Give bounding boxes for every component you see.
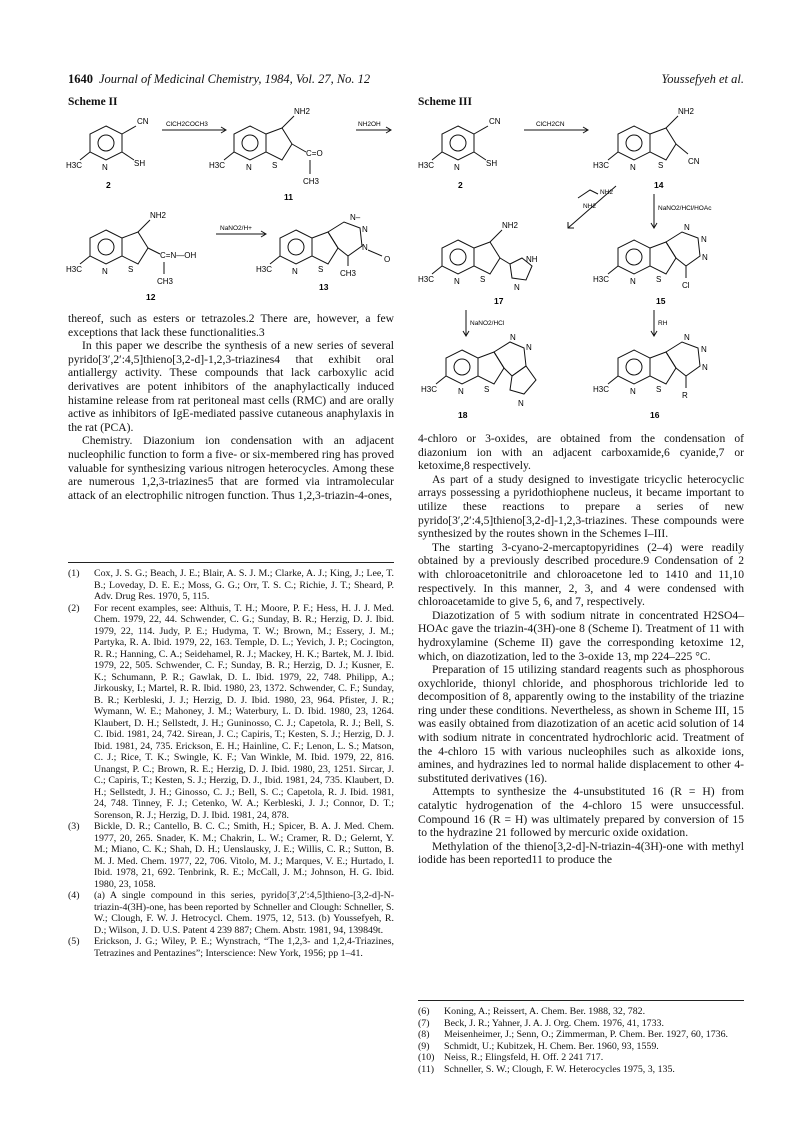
atom-h3c: H3C	[421, 385, 438, 394]
pyridine-ring-18	[446, 350, 478, 384]
reagent-label: ClCH2COCH3	[166, 121, 208, 128]
footnote-item	[68, 890, 394, 936]
bond	[282, 116, 294, 128]
atom-s: S	[480, 275, 486, 284]
aromatic-circle	[450, 135, 466, 151]
compound-number: 12	[146, 292, 156, 302]
paragraph: Methylation of the thieno[3,2-d]-N-triazin-4(3H)-one with methyl iodide has been reported11 to produce the	[418, 839, 744, 867]
footnote-item	[68, 603, 394, 822]
atom-n: N	[362, 225, 368, 234]
atom-s: S	[318, 265, 324, 274]
atom-ch3: CH3	[157, 277, 174, 286]
bond	[292, 144, 306, 152]
pyridine-ring-13	[280, 230, 312, 264]
imidazoline-ring-18	[510, 366, 536, 394]
reagent-label: ClCH2CN	[536, 121, 565, 128]
bond	[80, 152, 90, 160]
atom-h3c: H3C	[66, 161, 83, 170]
triazine-ring-15	[666, 232, 700, 266]
atom-n: N	[102, 163, 108, 172]
journal-line	[68, 72, 370, 87]
footnote-divider	[68, 562, 394, 563]
atom-cn: CN	[688, 157, 700, 166]
pyridine-ring-16	[618, 350, 650, 384]
triazine-ring-13	[328, 222, 362, 256]
footnote-divider	[418, 1000, 744, 1001]
scheme-iii-diagram	[418, 104, 748, 420]
thiophene-ring-14	[650, 128, 676, 160]
atom-n: N	[702, 363, 708, 372]
footnote-text: Cox, J. S. G.; Beach, J. E.; Blair, A. S. J. M.; Clarke, A. J.; King, J.; Lee, T. B.; Loveday, D. E. E.; Moss, G. G.; Orr, T. S. C.; Richie, J. T.; Sheard, P. Adv. Drug Res. 1970, 5, 115.	[94, 568, 394, 602]
journal-citation: Journal of Medicinal Chemistry, 1984, Vol. 27, No. 12	[99, 72, 371, 86]
aromatic-circle	[98, 135, 114, 151]
atom-h3c: H3C	[209, 161, 226, 170]
thiophene-ring-15	[650, 242, 676, 274]
thiophene-ring-12	[122, 232, 148, 264]
atom-n: N	[454, 163, 460, 172]
footnote-number: (4)	[68, 890, 80, 901]
paragraph: The starting 3-cyano-2-mercaptopyridines (2–4) were readily obtained by a previously described procedure.9 Condensation of 2 with chloroacetonitrile and chloroacetone led to 1410 and 11,10 respectively. In this manner, 2, 3, and 4 were condensed with chloroacetamide to give 5, 6, and 7, respectively.	[418, 540, 744, 609]
bond	[122, 126, 136, 134]
atom-n: N	[630, 387, 636, 396]
pyridine-ring-12	[90, 230, 122, 264]
atom-ch3: CH3	[340, 269, 357, 278]
atom-n: N	[514, 283, 520, 292]
atom-n: N	[518, 399, 524, 408]
atom-s: S	[484, 385, 490, 394]
aromatic-circle	[626, 359, 642, 375]
atom-n: N	[362, 243, 368, 252]
atom-cn: CN	[489, 117, 501, 126]
atom-n: N	[684, 223, 690, 232]
atom-r: R	[682, 391, 688, 400]
bond	[432, 266, 442, 274]
thiophene-ring-11	[266, 128, 292, 160]
footnote-item	[68, 821, 394, 890]
footnote-item	[418, 1064, 744, 1076]
footnote-text: For recent examples, see: Althuis, T. H.; Moore, P. F.; Hess, H. J. J. Med. Chem. 1979, 22, 44. Schwender, C. G.; Sunday, B. R.; Herzig, D. J. Ibid. 1979, 22, 114. Judy, P. E.; Hudyma, T. W.; Brown, M.; Essery, J. M.; Partyka, R. A. Ibid. 1979, 22, 163. Temple, D. L.; Yevich, J. P.; Cocington, R. R.; Hanning, C. A.; Seidehamel, R. J.; Mackey, H. K.; Bartek, M. J. Ibid. 1979, 22, 505. Schwender, C. F.; Sunday, B. R.; Herzig, D. J.; Kusner, E. K.; Schumann, P. R.; Gawlak, D. L. Ibid. 1979, 22, 748. Philipp, A.; Jirkousky, I.; Martel, R. R. Ibid. 1980, 23, 1372. Schwender, C. F.; Sunday, B. R.; Kerbleski, J. J.; Herzig, D. J. Ibid. 1980, 23, 964. Pfister, J. R.; Wymann, W. E.; Mahoney, J. M.; Waterbury, L. D. Ibid. 1980, 23, 1264. Klaubert, D. H.; Sellstedt, J. H.; Guninosso, C. J.; Capetola, R. J.; Bell, S. C. Ibid. 1981, 24, 742. Sirean, J. C.; Capiris, T.; Kesten, S. J.; Herzig, D. J. Ibid. 1981, 24, 735. Erickson, E. H.; Hainline, C. F.; Lenon, L. S.; Matson, C. J.; Rice, T. K.; Swingle, K. F.; Van Winkle, M. Ibid. 1979, 22, 816. Unangst, P. C.; Brown, R. E.; Herzig, D. J. Ibid. 1980, 23, 1251. Sircar, J. C.; Capiris, T.; Kesten, S. J.; Herzig, D. J., Ibid. 1981, 24, 735. Klaubert, D. H.; Sellstedt, J. H.; Ginosso, C. J.; Bell, S. C.; Capetola, R. J. Ibid. 1981, 24, 748. Tinney, F. J.; Cetenko, W. A.; Kerbleski, J. J.; Connor, D. T.; Sorenson, R. J.; Herzig, D. J. Ibid. 1981, 24, 878.	[94, 602, 394, 821]
thiophene-ring-16	[650, 352, 676, 384]
compound-number: 13	[319, 282, 329, 292]
footnote-number: (6)	[418, 1006, 430, 1017]
pyridine-ring-2	[90, 126, 122, 160]
reagent-label: NH2OH	[358, 121, 381, 128]
footnote-text: Bickle, D. R.; Cantello, B. C. C.; Smith, H.; Spicer, B. A. J. Med. Chem. 1977, 20, 265. Snader, K. M.; Chakrin, L. W.; Cramer, R. D.; Gelernt, Y. M.; Miano, C. K.; Shah, D. H.; Uenslausky, J. E.; Willis, C. R.; Sutton, B. M. J. Med. Chem. 1977, 22, 706. Vitolo, M. J.; Marques, V. E.; Hurtado, I. Ibid. 1978, 21, 692. Tenbrink, R. E.; McCall, J. M.; Johnson, H. G. Ibid. 1980, 23, 1058.	[94, 821, 394, 890]
aromatic-circle	[450, 249, 466, 265]
bond	[122, 152, 134, 160]
reagent-nh2: NH2	[600, 189, 614, 196]
compound-number: 2	[458, 180, 463, 190]
atom-n: N	[630, 277, 636, 286]
atom-c-o: C=O	[306, 149, 323, 158]
paragraph: As part of a study designed to investigate tricyclic heterocyclic arrays possessing a pyridothiophene nucleus, it became important to utilize these reactions to prepare a series of new pyrido[3′,2′:4,5]thieno[3,2-d]-1,2,3-triazines. These compounds were synthesized by the routes shown in the Schemes I–III.	[418, 472, 744, 541]
atom-n: N	[701, 345, 707, 354]
bond	[500, 258, 510, 264]
atom-h3c: H3C	[593, 385, 610, 394]
atom-nh2: NH2	[502, 221, 519, 230]
atom-h3c: H3C	[66, 265, 83, 274]
atom-h3c: H3C	[593, 161, 610, 170]
author-line: Youssefyeh et al.	[661, 72, 744, 86]
left-footnotes	[68, 568, 394, 959]
aromatic-circle	[626, 135, 642, 151]
bond	[490, 230, 502, 242]
footnote-number: (8)	[418, 1029, 430, 1040]
footnote-item	[418, 1018, 744, 1030]
footnote-number: (11)	[418, 1063, 435, 1075]
bond	[474, 126, 488, 134]
atom-s: S	[272, 161, 278, 170]
footnote-number: (2)	[68, 602, 80, 614]
aromatic-circle	[98, 239, 114, 255]
compound-number: 14	[654, 180, 664, 190]
atom-n: N	[246, 163, 252, 172]
atom-sh: SH	[134, 159, 146, 168]
bond	[608, 266, 618, 274]
atom-nh2: NH2	[678, 107, 695, 116]
atom-n: N	[458, 387, 464, 396]
atom-sh: SH	[486, 159, 498, 168]
atom-n: N	[454, 277, 460, 286]
pyridine-ring-15	[618, 240, 650, 274]
paragraph: 4-chloro or 3-oxides, are obtained from the condensation of diazonium ion with an adjacent carboxamide,6 cyanide,7 or ketoxime,8 respectively.	[418, 432, 744, 473]
atom-n: N	[102, 267, 108, 276]
footnote-number: (5)	[68, 936, 80, 947]
atom-n: N	[701, 235, 707, 244]
aromatic-circle	[454, 359, 470, 375]
footnote-number: (9)	[418, 1040, 430, 1052]
aromatic-circle	[242, 135, 258, 151]
right-footnotes	[418, 1006, 744, 1075]
aromatic-circle	[288, 239, 304, 255]
atom-n: N	[526, 343, 532, 352]
footnote-text: Neiss, R.; Elingsfeld, H. Off. 2 241 717.	[444, 1052, 604, 1063]
paragraph: Diazotization of 5 with sodium nitrate in concentrated H2SO4–HOAc gave the triazin-4(3H)-one 8 (Scheme I). Treatment of 11 with hydroxylamine (Scheme II) gave the corresponding ketoxime 12, which, on diazotization, led to the 3-oxide 13, mp 224–225 °C.	[418, 608, 744, 663]
compound-number: 15	[656, 296, 666, 306]
compound-number: 16	[650, 410, 660, 420]
footnote-text: Koning, A.; Reissert, A. Chem. Ber. 1988, 32, 782.	[444, 1006, 646, 1017]
footnote-item	[68, 568, 394, 603]
reagent-ethylenediamine	[578, 190, 598, 198]
atom-cnoh: C=N—OH	[160, 251, 197, 260]
bond	[368, 250, 382, 256]
scheme-ii-diagram	[66, 104, 396, 304]
bond	[80, 256, 90, 264]
bond	[666, 116, 678, 128]
atom-s: S	[128, 265, 134, 274]
atom-h3c: H3C	[418, 161, 435, 170]
thiophene-ring-18	[478, 352, 504, 384]
atom-cn: CN	[137, 117, 149, 126]
atom-h3c: H3C	[593, 275, 610, 284]
footnote-item	[68, 936, 394, 959]
compound-number: 18	[458, 410, 468, 420]
thiophene-ring-17	[474, 242, 500, 274]
bond	[436, 376, 446, 384]
pyridine-ring-2	[442, 126, 474, 160]
scheme-iii-label: Scheme III	[418, 96, 472, 108]
atom-nh: NH	[526, 255, 538, 264]
paragraph: Attempts to synthesize the 4-unsubstituted 16 (R = H) from catalytic hydrogenation of the 4-chloro 15 were unsuccessful. Compound 16 (R = H) was ultimately prepared by conversion of 15 to the hydrazine 21 followed by mercuric oxide oxidation.	[418, 785, 744, 840]
footnote-text: Schmidt, U.; Kubitzek, H. Chem. Ber. 1960, 93, 1559.	[444, 1040, 659, 1052]
bond	[676, 144, 688, 154]
footnote-item	[418, 1041, 744, 1053]
reagent-label: RH	[658, 320, 668, 327]
thiophene-ring-13	[312, 232, 338, 264]
atom-ch3: CH3	[303, 177, 320, 186]
aromatic-circle	[626, 249, 642, 265]
paragraph: In this paper we describe the synthesis of a new series of several pyrido[3′,2′:4,5]thieno[3,2-d]-1,2,3-triazines4 that exhibit oral antiallergy activity. These compounds that lack carboxylic acid derivatives are potent inhibitors of the anaphylactically induced histamine release from rat peritoneal mast cells (RMC) and are orally active as inhibitors of IgE-mediated passive cutaneous anaphylaxis in the rat (PCA).	[68, 339, 394, 434]
bond	[138, 220, 150, 232]
footnote-item	[418, 1052, 744, 1064]
footnote-text: Beck, J. R.; Yahner, J. A. J. Org. Chem. 1976, 41, 1733.	[444, 1017, 664, 1029]
paragraph: thereof, such as esters or tetrazoles.2 There are, however, a few exceptions that lack these functionalities.3	[68, 312, 394, 339]
atom-n: N	[510, 333, 516, 342]
reagent-label: NaNO2/H+	[220, 225, 252, 232]
bond	[608, 152, 618, 160]
atom-n: N	[630, 163, 636, 172]
footnote-text: Schneller, S. W.; Clough, F. W. Heterocycles 1975, 3, 135.	[444, 1063, 675, 1075]
atom-h3c: H3C	[418, 275, 435, 284]
atom-cl: Cl	[682, 281, 690, 290]
scheme-ii-label: Scheme II	[68, 96, 118, 108]
bond	[270, 256, 280, 264]
footnote-item	[418, 1006, 744, 1018]
footnote-number: (1)	[68, 568, 80, 579]
right-column-body	[418, 432, 744, 867]
reagent-label: NaNO2/HCl	[470, 320, 505, 327]
paragraph: Chemistry. Diazonium ion condensation with an adjacent nucleophilic function to form a five- or six-membered ring has proved valuable for synthesizing various nitrogen heterocycles. Among these are numerous 1,2,3-triazines5 that are formed via intramolecular attack of an electrophilic nitrogen function. Thus 1,2,3-triazin-4-ones,	[68, 434, 394, 502]
pyridine-ring-17	[442, 240, 474, 274]
atom-nh2: NH2	[294, 107, 311, 116]
page-number: 1640	[68, 72, 93, 86]
footnote-text: (a) A single compound in this series, pyrido[3′,2′:4,5]thieno-[3,2-d]-N-triazin-4(3H)-one, has been reported by Schneller and Clough: Schneller, S. W.; Clough, F. W. J. Hetrocycl. Chem. 1975, 12, 513. (b) Youssefyeh, R. D.; Wilson, J. D. U.S. Patent 4 239 887; Chem. Abstr. 1981, 94, 139849t.	[94, 890, 394, 936]
bond	[432, 152, 442, 160]
paragraph: Preparation of 15 utilizing standard reagents such as phosphorous oxychloride, thionyl chloride, and phosphorous trichloride led to decomposition of 8, apparently owing to the instability of the triazine ring under these conditions. Nevertheless, as shown in Scheme III, 15 was easily obtained from diazotization of an acetic acid solution of 14 with sodium nitrate in concentrated hydrochloric acid. Treatment of the 4-chloro 15 with various nucleophiles such as alkoxide ions, amines, and hydrazines led to normal halide displacement to other 4-substituted derivatives (16).	[418, 663, 744, 785]
atom-n: N	[292, 267, 298, 276]
compound-number: 2	[106, 180, 111, 190]
bond	[224, 152, 234, 160]
left-column-body	[68, 312, 394, 502]
atom-n: N	[684, 333, 690, 342]
footnote-item	[418, 1029, 744, 1041]
compound-number: 11	[284, 192, 293, 202]
atom-nh2: NH2	[150, 211, 167, 220]
pyridine-ring-11	[234, 126, 266, 160]
atom-s: S	[656, 385, 662, 394]
footnote-number: (7)	[418, 1017, 430, 1029]
footnote-text: Erickson, J. G.; Wiley, P. E.; Wynstrach, “The 1,2,3- and 1,2,4-Triazines, Tetrazines and Pentazines”; Interscience: New York, 1956; pp 1–41.	[94, 936, 394, 959]
reagent-label: NaNO2/HCl/HOAc	[658, 205, 712, 212]
bond	[608, 376, 618, 384]
pyridine-ring-14	[618, 126, 650, 160]
compound-number: 17	[494, 296, 504, 306]
atom-s: S	[656, 275, 662, 284]
atom-n: N–	[350, 213, 361, 222]
footnote-number: (10)	[418, 1052, 435, 1063]
atom-n: N	[702, 253, 708, 262]
footnote-text: Meisenheimer, J.; Senn, O.; Zimmerman, P. Chem. Ber. 1927, 60, 1736.	[444, 1029, 729, 1040]
triazine-ring-16	[666, 342, 700, 376]
atom-o: O	[384, 255, 391, 264]
bond	[148, 248, 160, 254]
atom-h3c: H3C	[256, 265, 273, 274]
atom-s: S	[658, 161, 664, 170]
reagent-nh2: NH2	[583, 203, 597, 210]
bond	[474, 152, 486, 160]
footnote-number: (3)	[68, 821, 80, 832]
triazine-ring-18	[494, 342, 526, 376]
